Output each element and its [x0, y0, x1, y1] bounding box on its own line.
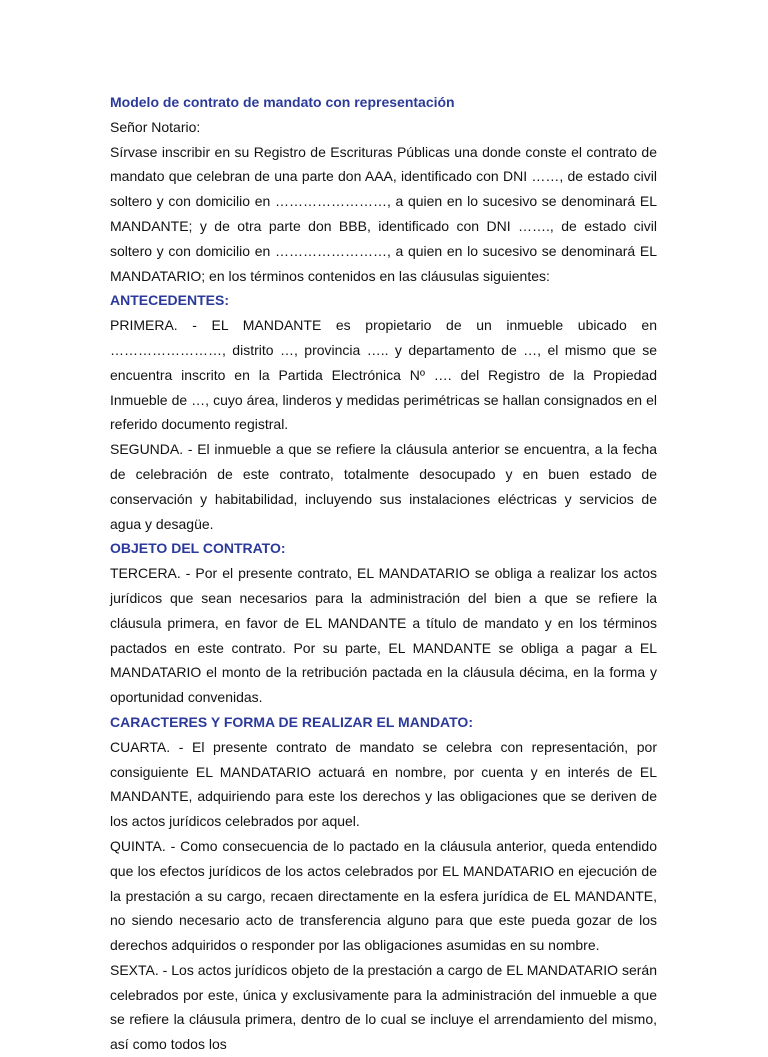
clause-segunda: SEGUNDA. - El inmueble a que se refiere la cláusula anterior se encuentra, a la fecha de celebración de este contrato, totalmente desocupado y en buen estado de conservación y habitabilidad, incluyendo sus instalaciones eléctricas y servicios de agua y desagüe.	[110, 441, 657, 532]
section-heading-caracteres: CARACTERES Y FORMA DE REALIZAR EL MANDATO:	[110, 713, 473, 730]
section-heading-antecedentes: ANTECEDENTES:	[110, 292, 230, 309]
section-heading-objeto: OBJETO DEL CONTRATO:	[110, 540, 286, 557]
clause-primera: PRIMERA. - EL MANDANTE es propietario de un inmueble ubicado en ……………………, distrito …, provincia ….. y departamento de …, el mismo que se encuentra inscrito en la Partida Electrónica Nº …. del Registro de la Propiedad Inmueble de …, cuyo área, linderos y medidas perimétricas se hallan consignados en el referido documento registral.	[110, 317, 657, 433]
document-title: Modelo de contrato de mandato con representación	[110, 94, 455, 110]
salutation: Señor Notario:	[110, 118, 201, 135]
clause-sexta: SEXTA. - Los actos jurídicos objeto de la prestación a cargo de EL MANDATARIO serán celebrados por este, única y exclusivamente para la administración del inmueble a que se refiere la cláusula primera, dentro de lo cual se incluye el arrendamiento del mismo, así como todos los	[110, 961, 657, 1053]
clause-quinta: QUINTA. - Como consecuencia de lo pactado en la cláusula anterior, queda entendido que los efectos jurídicos de los actos celebrados por EL MANDATARIO en ejecución de la prestación a su cargo, recaen directamente en la esfera jurídica de EL MANDANTE, no siendo necesario acto de transferencia alguno para que este pueda gozar de los derechos adquiridos o responder por las obligaciones asumidas en su nombre.	[110, 837, 657, 954]
intro-paragraph: Sírvase inscribir en su Registro de Escrituras Públicas una donde conste el contrato de mandato que celebran de una parte don AAA, identificado con DNI ……, de estado civil soltero y con domicilio en ……………………, a quien en lo sucesivo se denominará EL MANDANTE; y de otra parte don BBB, identificado con DNI ……., de estado civil soltero y con domicilio en ……………………, a quien en lo sucesivo se denominará EL MANDATARIO; en los términos contenidos en las cláusulas siguientes:	[110, 143, 657, 284]
clause-tercera: TERCERA. - Por el presente contrato, EL MANDATARIO se obliga a realizar los actos jurídicos que sean necesarios para la administración del bien a que se refiere la cláusula primera, en favor de EL MANDANTE a título de mandato y en los términos pactados en este contrato. Por su parte, EL MANDANTE se obliga a pagar a EL MANDATARIO el monto de la retribución pactada en la cláusula décima, en la forma y oportunidad convenidas.	[110, 565, 657, 706]
clause-cuarta: CUARTA. - El presente contrato de mandato se celebra con representación, por consiguiente EL MANDATARIO actuará en nombre, por cuenta y en interés de EL MANDANTE, adquiriendo para este los derechos y las obligaciones que se deriven de los actos jurídicos celebrados por aquel.	[110, 738, 657, 830]
document-page	[110, 90, 657, 1057]
